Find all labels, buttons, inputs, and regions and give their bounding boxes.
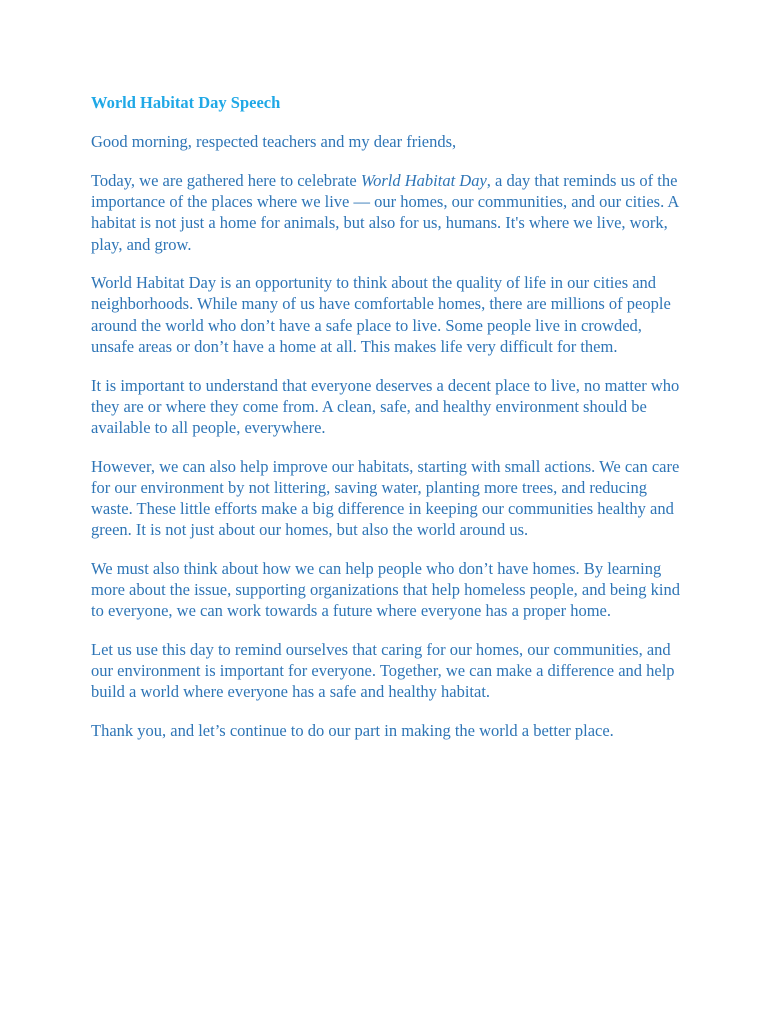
document-title: World Habitat Day Speech <box>91 93 281 112</box>
opportunity-paragraph: World Habitat Day is an opportunity to think about the quality of life in our cities and neighborhoods. While many of us have comfortable homes, there are millions of people around the world who don’t have a safe place to live. Some people live in crowded, unsafe areas or don’t have a home at all. This makes life very difficult for them. <box>91 273 671 356</box>
help-homeless-paragraph: We must also think about how we can help people who don’t have homes. By learning more about the issue, supporting organizations that help homeless people, and being kind to everyone, we can work towards a future where everyone has a proper home. <box>91 558 680 621</box>
intro-text-before: Today, we are gathered here to celebrate <box>91 170 361 190</box>
document-body <box>91 92 681 759</box>
decent-place-paragraph: It is important to understand that everyone deserves a decent place to live, no matter who they are or where they come from. A clean, safe, and healthy environment should be available to all people, everywhere. <box>91 375 680 437</box>
greeting-paragraph: Good morning, respected teachers and my dear friends, <box>91 132 457 152</box>
remind-ourselves-paragraph: Let us use this day to remind ourselves that caring for our homes, our communities, and our environment is important for everyone. Together, we can make a difference and help build a world where everyone has a safe and healthy habitat. <box>91 640 675 702</box>
small-actions-paragraph: However, we can also help improve our habitats, starting with small actions. We can care for our environment by not littering, saving water, planting more trees, and reducing waste. These little efforts make a big difference in keeping our communities healthy and green. It is not just about our homes, but also the world around us. <box>91 456 680 540</box>
intro-emphasis: World Habitat Day <box>360 170 487 190</box>
intro-text-after: , a day that reminds us of the importance of the places where we live — our homes, our communities, and our cities. A habitat is not just a home for animals, but also for us, humans. It's where we live, work, play, and grow. <box>91 170 679 254</box>
closing-paragraph: Thank you, and let’s continue to do our part in making the world a better place. <box>91 721 614 741</box>
intro-paragraph <box>91 170 681 255</box>
